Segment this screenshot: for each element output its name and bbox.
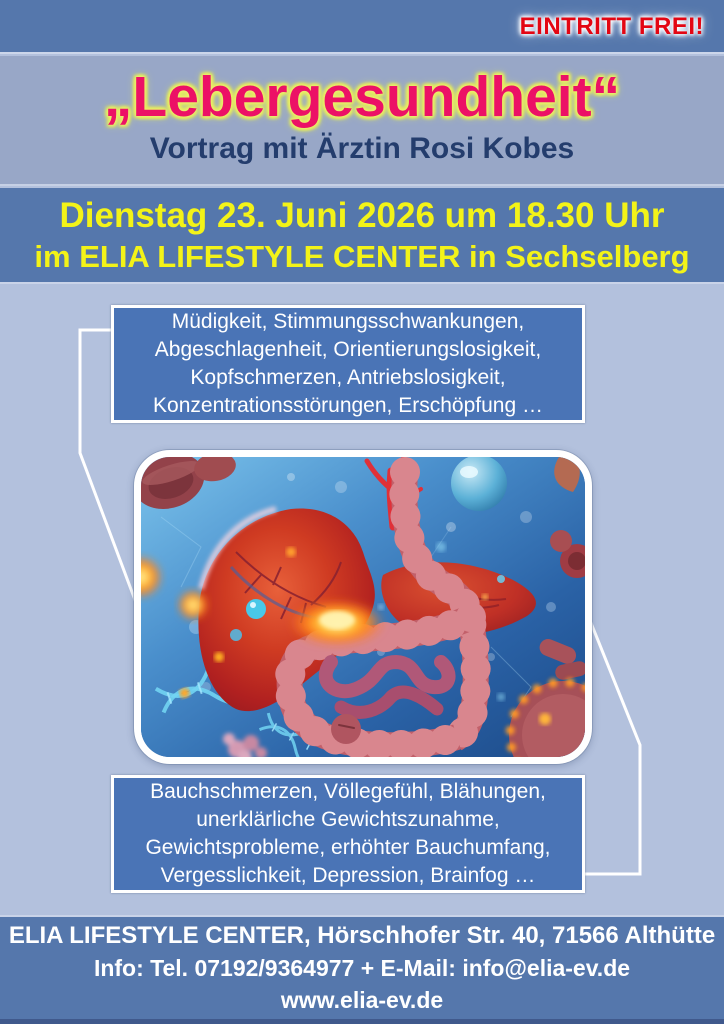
page-subtitle: Vortrag mit Ärztin Rosi Kobes (149, 132, 575, 165)
symptom-line: unerklärliche Gewichtszunahme, (196, 808, 500, 831)
symptoms-box-bottom (111, 775, 585, 893)
event-date-time: Dienstag 23. Juni 2026 um 18.30 Uhr (59, 196, 665, 235)
event-location: im ELIA LIFESTYLE CENTER in Sechselberg (34, 239, 690, 274)
footer-address: ELIA LIFESTYLE CENTER, Hörschhofer Str. 40, 71566 Althütte (8, 922, 716, 949)
symptom-line: Gewichtsprobleme, erhöhter Bauchumfang, (145, 836, 551, 859)
symptom-line: Müdigkeit, Stimmungsschwankungen, (171, 310, 525, 333)
footer-website: www.elia-ev.de (280, 987, 444, 1013)
liver-digestive-artwork (141, 457, 585, 757)
symptoms-box-top (111, 305, 585, 423)
free-entry-badge: EINTRITT FREI! (519, 13, 704, 40)
symptom-line: Kopfschmerzen, Antriebslosigkeit, (190, 366, 506, 389)
symptom-line: Vergesslichkeit, Depression, Brainfog … (160, 864, 536, 887)
glass-sphere (451, 457, 507, 511)
symptom-line: Abgeschlagenheit, Orientierungslosigkeit, (154, 338, 542, 361)
symptom-line: Konzentrationsstörungen, Erschöpfung … (153, 394, 543, 417)
page-title: „Lebergesundheit“ (103, 65, 621, 129)
footer-phone-email: Info: Tel. 07192/9364977 + E-Mail: info@elia-ev.de (93, 955, 631, 981)
symptom-line: Bauchschmerzen, Völlegefühl, Blähungen, (150, 780, 546, 803)
liver-illustration (134, 450, 592, 764)
